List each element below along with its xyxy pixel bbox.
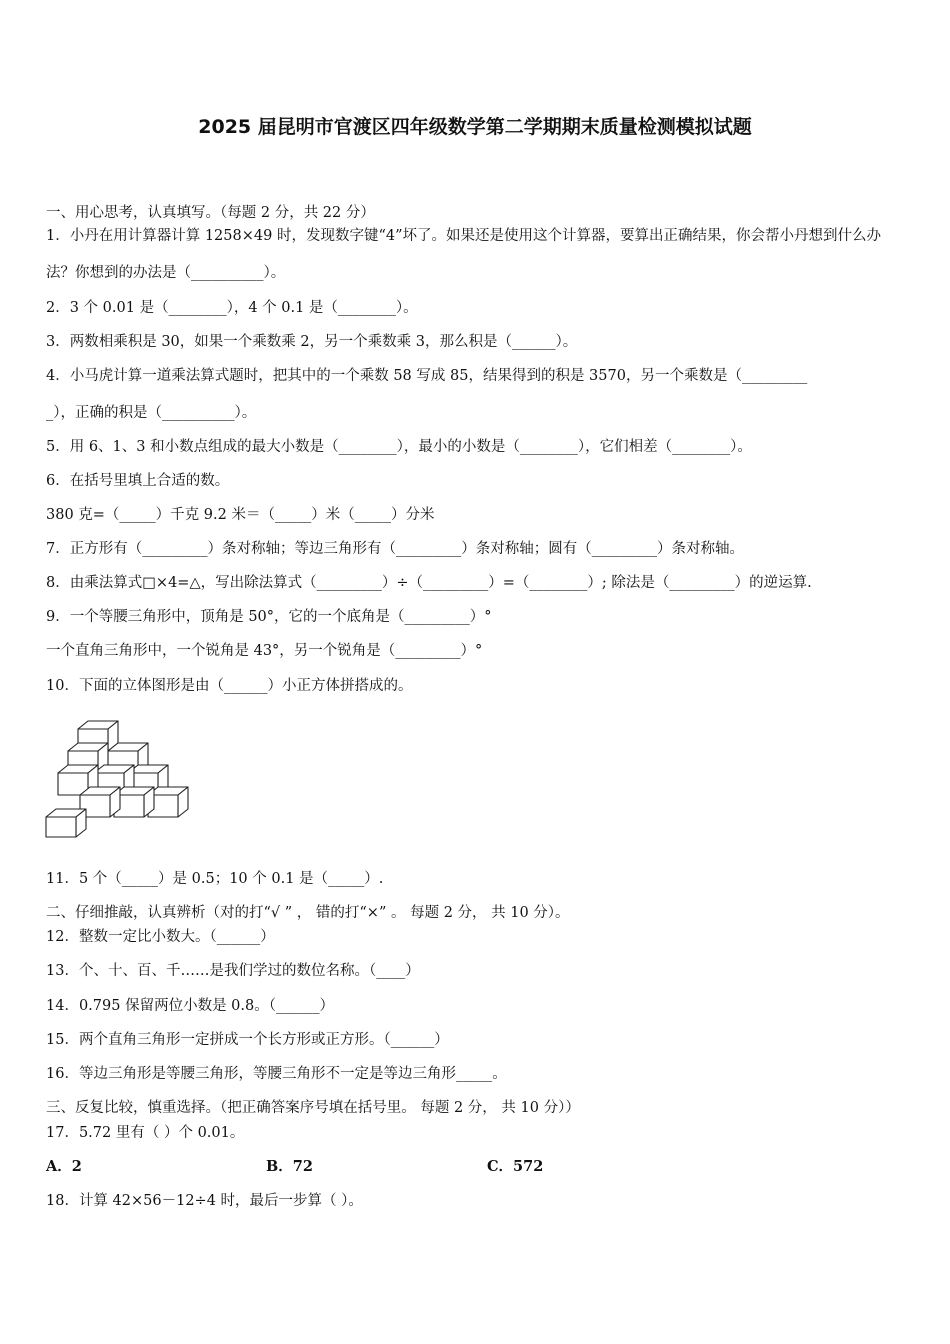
question-16: 16．等边三角形是等腰三角形，等腰三角形不一定是等边三角形_____。: [46, 1066, 507, 1082]
section-2-heading: 二、仔细推敲，认真辨析（对的打“√ ” ， 错的打“×” 。 每题 2 分， 共 10 分）。: [46, 905, 570, 921]
question-8: 8．由乘法算式□×4=△，写出除法算式（_________）÷（_________）=（________）; 除法是（_________）的逆运算.: [46, 575, 812, 591]
question-10: 10．下面的立体图形是由（______）小正方体拼搭成的。: [46, 678, 413, 694]
stacked-cubes-figure: [44, 716, 194, 841]
question-15: 15．两个直角三角形一定拼成一个长方形或正方形。（______）: [46, 1032, 449, 1048]
question-14: 14．0.795 保留两位小数是 0.8。（______）: [46, 998, 334, 1014]
question-9-line-2: 一个直角三角形中，一个锐角是 43°，另一个锐角是（_________）°: [46, 643, 483, 659]
section-3-heading: 三、反复比较，慎重选择。（把正确答案序号填在括号里。 每题 2 分， 共 10 分））: [46, 1100, 580, 1116]
question-6-detail: 380 克=（_____）千克 9.2 米＝（_____）米（_____）分米: [46, 507, 435, 523]
cube-icon: [46, 809, 86, 837]
option-c: C．572: [487, 1158, 544, 1175]
question-4-line-2: _），正确的积是（__________）。: [46, 405, 257, 421]
question-5: 5．用 6、1、3 和小数点组成的最大小数是（________），最小的小数是（________），它们相差（________）。: [46, 439, 752, 455]
question-9-line-1: 9．一个等腰三角形中，顶角是 50°，它的一个底角是（_________）°: [46, 609, 492, 625]
option-b: B．72: [266, 1158, 313, 1175]
question-13: 13．个、十、百、千……是我们学过的数位名称。（____）: [46, 963, 420, 979]
question-2: 2．3 个 0.01 是（________），4 个 0.1 是（________）。: [46, 300, 418, 316]
question-11: 11．5 个（_____）是 0.5；10 个 0.1 是（_____）.: [46, 871, 384, 887]
option-a: A．2: [46, 1158, 82, 1175]
question-18: 18．计算 42×56－12÷4 时，最后一步算（ ）。: [46, 1193, 363, 1209]
question-1: 1．小丹在用计算器计算 1258×49 时，发现数字键“4”坏了。如果还是使用这个计算器，要算出正确结果，你会帮小丹想到什么办法？你想到的办法是（__________）。: [46, 228, 881, 281]
question-4-line-1: 4．小马虎计算一道乘法算式题时，把其中的一个乘数 58 写成 85，结果得到的积是 3570，另一个乘数是（_________: [46, 368, 808, 384]
question-7: 7．正方形有（_________）条对称轴；等边三角形有（_________）条对称轴；圆有（_________）条对称轴。: [46, 541, 744, 557]
question-12: 12．整数一定比小数大。（______）: [46, 929, 275, 945]
question-17: 17．5.72 里有（ ）个 0.01。: [46, 1125, 245, 1141]
question-3: 3．两数相乘积是 30，如果一个乘数乘 2，另一个乘数乘 3，那么积是（______）。: [46, 334, 578, 350]
question-6: 6．在括号里填上合适的数。: [46, 473, 230, 489]
page-title: 2025 届昆明市官渡区四年级数学第二学期期末质量检测模拟试题: [198, 116, 752, 138]
section-1-heading: 一、用心思考，认真填写。（每题 2 分，共 22 分）: [46, 205, 375, 221]
